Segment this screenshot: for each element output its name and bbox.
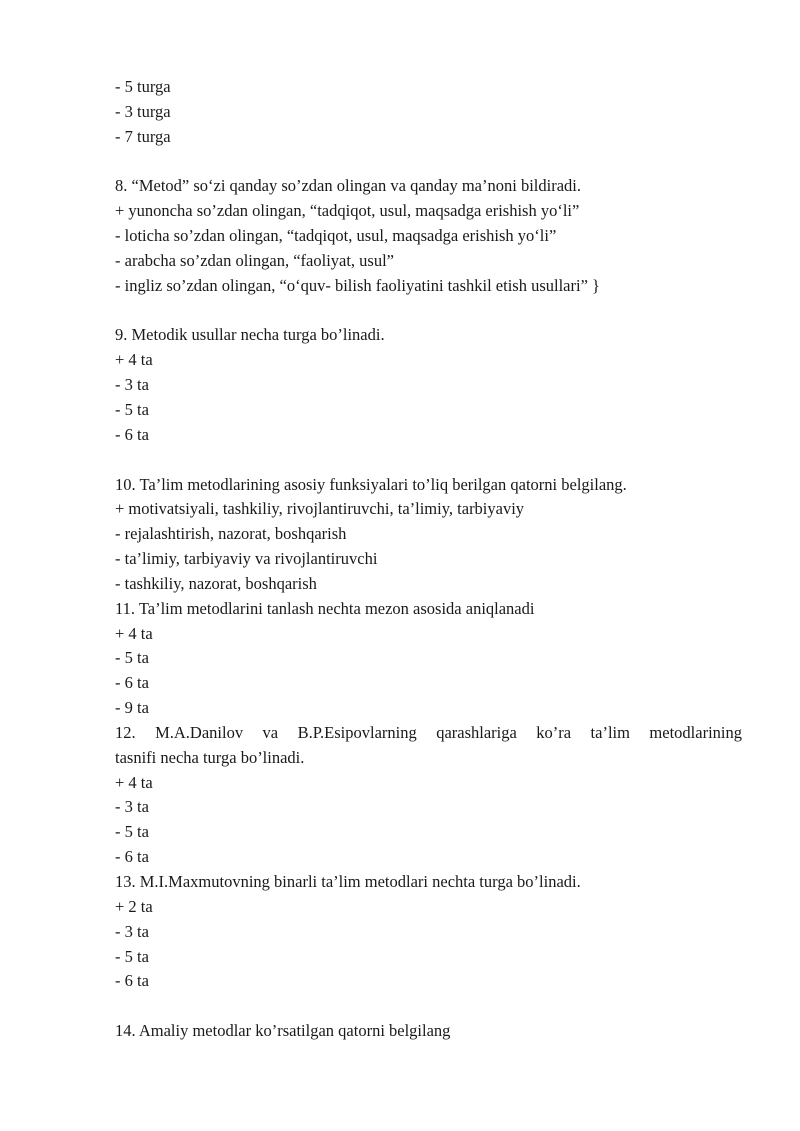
option: - 5 turga [115, 77, 171, 96]
option: - 3 ta [115, 375, 149, 395]
blank-line [115, 299, 742, 324]
option: - ta’limiy, tarbiyaviy va rivojlantiruvchi [115, 549, 378, 569]
question-text: 8. “Metod” so‘zi qanday so’zdan olingan va qanday ma’noni bildiradi. [115, 176, 581, 196]
question-text: 12. M.A.Danilov va B.P.Esipovlarning qarashlariga ko’ra ta’lim metodlarining [115, 722, 742, 742]
option: - ingliz so’zdan olingan, “o‘quv- bilish faoliyatini tashkil etish usullari” } [115, 275, 600, 295]
question-14 [115, 1019, 742, 1044]
question-11 [115, 597, 742, 721]
option: - 5 ta [115, 399, 149, 419]
question-8 [115, 174, 742, 298]
option: - 3 ta [115, 797, 149, 817]
option: - tashkiliy, nazorat, boshqarish [115, 573, 317, 593]
option: - 9 ta [115, 698, 149, 718]
option: - 6 ta [115, 847, 149, 867]
option: - 6 ta [115, 424, 149, 444]
blank-line [115, 994, 742, 1019]
option: - rejalashtirish, nazorat, boshqarish [115, 524, 347, 544]
option: - 5 ta [115, 648, 149, 668]
option-correct: + 2 ta [115, 896, 153, 916]
option: - 7 turga [115, 126, 171, 146]
option: - loticha so’zdan olingan, “tadqiqot, usul, maqsadga erishish yo‘li” [115, 226, 557, 246]
question-text: 9. Metodik usullar necha turga bo’linadi. [115, 325, 385, 345]
question-9 [115, 323, 742, 447]
previous-question-options [115, 75, 742, 150]
option: - 6 ta [115, 971, 149, 991]
option-correct: + motivatsiyali, tashkiliy, rivojlantiruvchi, ta’limiy, tarbiyaviy [115, 499, 525, 519]
option-correct: + 4 ta [115, 350, 153, 370]
question-text: 14. Amaliy metodlar ko’rsatilgan qatorni belgilang [115, 1021, 451, 1041]
option-correct: + 4 ta [115, 623, 153, 643]
option: - 3 ta [115, 921, 149, 941]
option: - 6 ta [115, 673, 149, 693]
option: - 5 ta [115, 946, 149, 966]
blank-line [115, 448, 742, 473]
question-text: 13. M.I.Maxmutovning binarli ta’lim metodlari nechta turga bo’linadi. [115, 872, 581, 891]
option: - 3 turga [115, 101, 171, 121]
option-correct: + 4 ta [115, 772, 153, 792]
option: - 5 ta [115, 822, 149, 842]
question-text: 11. Ta’lim metodlarini tanlash nechta mezon asosida aniqlanadi [115, 598, 535, 618]
option-correct: + yunoncha so’zdan olingan, “tadqiqot, usul, maqsadga erishish yo‘li” [115, 201, 580, 221]
question-12 [115, 721, 742, 870]
blank-line [115, 150, 742, 175]
question-10 [115, 473, 742, 597]
question-13 [115, 870, 742, 994]
question-text: 10. Ta’lim metodlarining asosiy funksiyalari to’liq berilgan qatorni belgilang. [115, 474, 627, 494]
option: - arabcha so’zdan olingan, “faoliyat, usul” [115, 250, 395, 270]
document-page [115, 75, 742, 1044]
question-text-continued: tasnifi necha turga bo’linadi. [115, 747, 305, 767]
